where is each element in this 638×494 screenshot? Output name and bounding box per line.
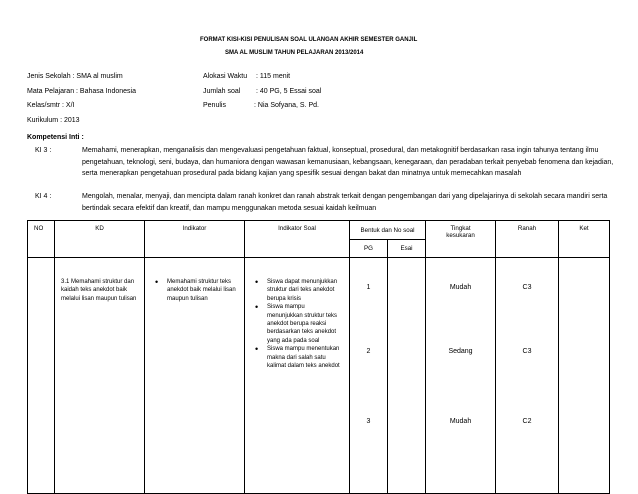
info-mata-pelajaran: Mata Pelajaran : Bahasa Indonesia: [27, 88, 136, 95]
doc-title-line1: FORMAT KISI-KISI PENULISAN SOAL ULANGAN AKHIR SEMESTER GANJIL: [200, 37, 418, 43]
kisi-kisi-table: [27, 220, 610, 494]
kompetensi-heading: Kompetensi Inti :: [27, 134, 84, 141]
table-header-row: [28, 221, 610, 240]
info-penulis-value: : Nia Sofyana, S. Pd.: [254, 102, 319, 109]
pg-number-1: 1: [366, 284, 371, 291]
cell-no: [28, 258, 55, 494]
header-indikator: Indikator: [145, 221, 245, 258]
header-esai: Esai: [388, 240, 426, 258]
soal-item-2: • Siswa mampu menunjukkan struktur teks anekdot berupa reaksi berdasarkan teks anekdot yang ada pada soal: [255, 303, 341, 345]
header-tingkat: Tingkat kesukaran: [426, 221, 496, 258]
tingkat-value-1: Mudah: [449, 284, 472, 291]
header-indikator-soal: Indikator Soal: [245, 221, 350, 258]
header-no: NO: [28, 221, 55, 258]
info-jenis-sekolah: Jenis Sekolah : SMA al muslim: [27, 73, 123, 80]
soal-item-1: • Siswa dapat menunjukkan struktur dari teks anekdot berupa krisis: [255, 278, 341, 303]
ki4-label: KI 4 :: [35, 193, 52, 200]
ki4-text: Mengolah, menalar, menyaji, dan mencipta dalam ranah konkret dan ranah abstrak terkait dengan pengembangan dari yang dipelajarinya di sekolah secara mandiri serta bertindak secara efektif dan kreatif, dan mampu menggunakan metoda sesuai kaidah keilmuan: [82, 193, 608, 212]
table-row: [28, 258, 610, 494]
info-alokasi-label: Alokasi Waktu: [203, 73, 248, 80]
ranah-value-2: C3: [522, 348, 532, 355]
info-penulis-label: Penulis: [203, 102, 226, 109]
header-bentuk-soal: Bentuk dan No soal: [350, 221, 426, 240]
cell-tingkat: [426, 258, 496, 494]
header-pg: PG: [350, 240, 388, 258]
info-jumlah-value: : 40 PG, 5 Essai soal: [256, 88, 322, 95]
cell-indikator: [145, 258, 245, 494]
ranah-value-3: C2: [522, 418, 532, 425]
info-alokasi-value: : 115 menit: [256, 73, 291, 80]
indikator-item: • Memahami struktur teks anekdot baik melalui lisan maupun tulisan: [155, 278, 238, 303]
cell-ket: [559, 258, 610, 494]
pg-number-3: 3: [366, 418, 371, 425]
ranah-value-1: C3: [522, 284, 532, 291]
header-ranah: Ranah: [496, 221, 559, 258]
soal-item-3: • Siswa mampu menentukan makna dari salah satu kalimat dalam teks anekdot: [255, 345, 341, 370]
ki3-label: KI 3 :: [35, 147, 52, 154]
tingkat-value-2: Sedang: [448, 348, 473, 355]
info-kurikulum: Kurikulum : 2013: [27, 117, 80, 124]
header-kd: KD: [55, 221, 145, 258]
cell-esai: [388, 258, 426, 494]
info-jumlah-label: Jumlah soal: [203, 88, 241, 95]
header-ket: Ket: [559, 221, 610, 258]
tingkat-value-3: Mudah: [449, 418, 472, 425]
kd-text: 3.1 Memahami struktur dan kaidah teks anekdot baik melalui lisan maupun tulisan: [61, 279, 137, 302]
cell-indikator-soal: [245, 258, 350, 494]
ki3-text: Memahami, menerapkan, menganalisis dan mengevaluasi pengetahuan faktual, konseptual, prosedural, dan metakognitif berdasarkan rasa ingin tahunya tentang ilmu pengetahuan, teknologi, seni, budaya, dan humaniora dengan wawasan kemanusiaan, kebangsaan, kenegaraan, dan peradaban terkait penyebab fenomena dan kejadian, serta menerapkan pengetahuan prosedural pada bidang kajian yang spesifik sesuai dengan bakat dan minatnya untuk memecahkan masalah: [82, 147, 614, 177]
pg-number-2: 2: [366, 348, 371, 355]
cell-kd: [55, 258, 145, 494]
info-kelas: Kelas/smtr : X/I: [27, 102, 75, 109]
cell-pg: [350, 258, 388, 494]
doc-title-line2: SMA AL MUSLIM TAHUN PELAJARAN 2013/2014: [225, 50, 364, 56]
cell-ranah: [496, 258, 559, 494]
